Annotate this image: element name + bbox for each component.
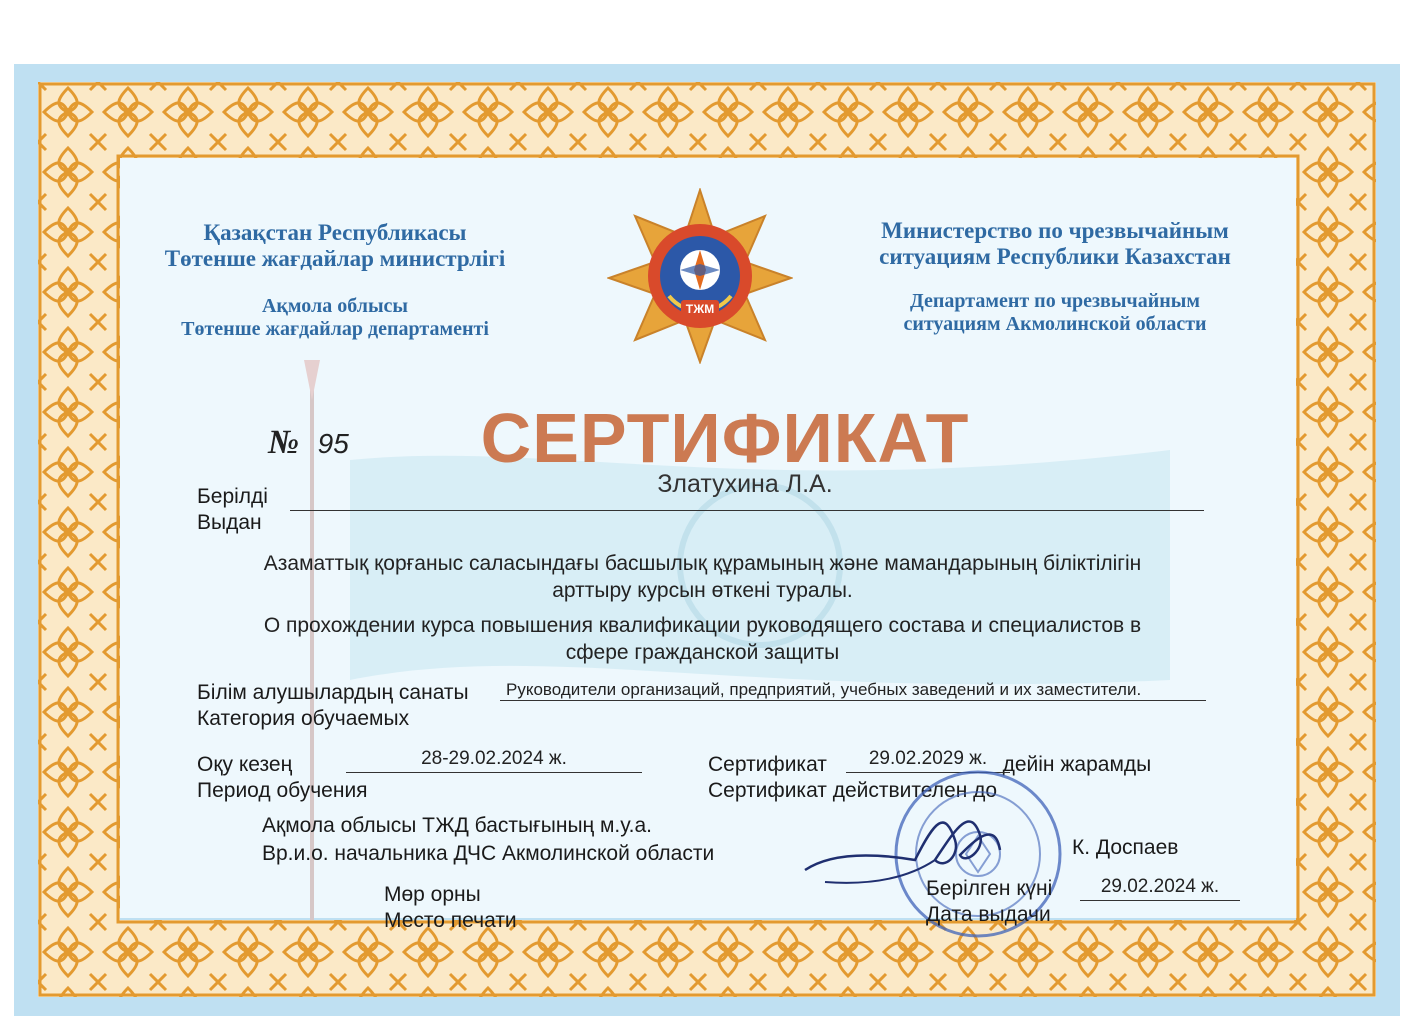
validity-label-suffix: дейін жарамды bbox=[1002, 753, 1152, 776]
ministry-star-emblem-icon bbox=[607, 188, 793, 364]
issue-date-label-kz: Берілген күні bbox=[926, 877, 1053, 900]
header-right-department bbox=[830, 290, 1280, 336]
header-right-ministry bbox=[830, 218, 1280, 271]
description-ru-2: сфере гражданской защиты bbox=[565, 641, 840, 664]
period-label bbox=[197, 752, 368, 804]
description-ru-1: О прохождении курса повышения квалификации руководящего состава и специалистов в bbox=[263, 614, 1142, 637]
category-underline bbox=[500, 700, 1206, 701]
header-left-line4: Төтенше жағдайлар департаменті bbox=[181, 318, 489, 340]
category-label bbox=[197, 680, 469, 732]
header-left-department bbox=[120, 295, 550, 341]
issue-date-label-ru: Дата выдачи bbox=[926, 903, 1051, 926]
category-label-kz: Білім алушылардың санаты bbox=[197, 681, 469, 704]
period-label-kz: Оқу кезең bbox=[197, 753, 293, 776]
issue-date-label bbox=[926, 876, 1052, 928]
issued-underline bbox=[290, 510, 1204, 511]
period-value: 28-29.02.2024 ж. bbox=[421, 748, 567, 769]
header-right-line4: ситуациям Акмолинской области bbox=[903, 313, 1207, 335]
issue-date-value: 29.02.2024 ж. bbox=[1100, 876, 1220, 897]
seal-place bbox=[384, 882, 517, 934]
seal-place-kz: Мөр орны bbox=[384, 883, 481, 906]
header-right-line3: Департамент по чрезвычайным bbox=[910, 290, 1200, 312]
category-value: Руководители организаций, предприятий, учебных заведений и их заместители. bbox=[506, 680, 1142, 699]
signatory-title-ru: Вр.и.о. начальника ДЧС Акмолинской области bbox=[262, 842, 715, 865]
header-left-line1: Қазақстан Республикасы bbox=[203, 220, 467, 245]
issued-label-ru: Выдан bbox=[197, 511, 262, 534]
header-right-line2: ситуациям Республики Казахстан bbox=[879, 244, 1231, 270]
validity-label-prefix: Сертификат bbox=[708, 753, 827, 776]
emblem-text: ТЖМ bbox=[685, 302, 715, 316]
issue-date-underline bbox=[1080, 900, 1240, 901]
signatory-name: К. Доспаев bbox=[1072, 836, 1179, 859]
validity-value: 29.02.2029 ж. bbox=[868, 748, 988, 769]
issued-label bbox=[197, 484, 268, 536]
seal-place-ru: Место печати bbox=[384, 909, 517, 932]
period-label-ru: Период обучения bbox=[197, 779, 368, 802]
header-left-line2: Төтенше жағдайлар министрлігі bbox=[164, 246, 506, 272]
header-right-line1: Министерство по чрезвычайным bbox=[881, 218, 1229, 243]
issued-label-kz: Берілді bbox=[197, 485, 268, 508]
course-description bbox=[140, 550, 1265, 666]
number-value: 95 bbox=[317, 428, 349, 459]
description-kz-2: арттыру курсын өткені туралы. bbox=[552, 579, 853, 602]
period-underline bbox=[346, 772, 642, 773]
issued-name: Златухина Л.А. bbox=[657, 470, 833, 498]
signatory-title-kz: Ақмола облысы ТЖД бастығының м.у.а. bbox=[262, 814, 652, 837]
header-left-ministry bbox=[120, 220, 550, 273]
validity-label-ru: Сертификат действителен до bbox=[708, 779, 998, 802]
number-label: № bbox=[268, 424, 300, 461]
signatory-title bbox=[262, 812, 714, 868]
category-label-ru: Категория обучаемых bbox=[197, 707, 410, 730]
certificate-number bbox=[268, 424, 349, 462]
description-kz-1: Азаматтық қорғаныс саласындағы басшылық құрамының және мамандарының біліктілігін bbox=[263, 552, 1142, 575]
certificate-title: СЕРТИФИКАТ bbox=[480, 399, 970, 477]
header-left-line3: Ақмола облысы bbox=[261, 295, 409, 317]
